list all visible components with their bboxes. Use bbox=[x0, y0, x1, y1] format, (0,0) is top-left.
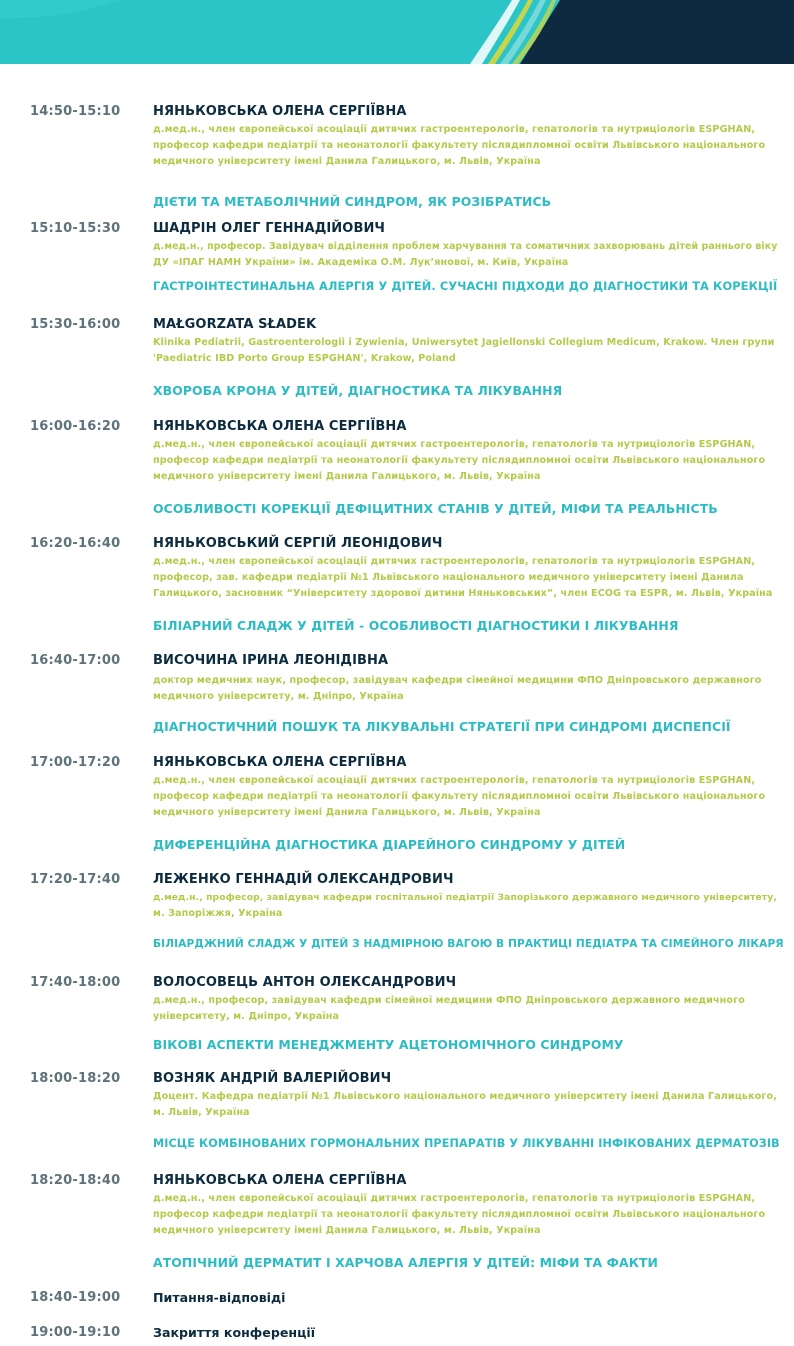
session-time: 14:50-15:10 bbox=[30, 104, 121, 119]
credentials-line: д.мед.н., професор, завідувач кафедри госпітальної педіатрії Запорізького державного медичного університету, bbox=[153, 892, 777, 903]
talk-topic: ГАСТРОІНТЕСТИНАЛЬНА АЛЕРГІЯ У ДІТЕЙ. СУЧАСНІ ПІДХОДИ ДО ДІАГНОСТИКИ ТА КОРЕКЦІЇ bbox=[153, 279, 778, 293]
talk-topic: ДІАГНОСТИЧНИЙ ПОШУК ТА ЛІКУВАЛЬНІ СТРАТЕГІЇ ПРИ СИНДРОМІ ДИСПЕПСІЇ bbox=[153, 719, 731, 734]
session-time: 15:10-15:30 bbox=[30, 221, 121, 236]
credentials-line: д.мед.н., член європейської асоціації дитячих гастроентерологів, гепатологів та нутриціологів ESPGHAN, bbox=[153, 775, 756, 786]
credentials-line: професор, зав. кафедри педіатрії №1 Львівського національного медичного університету імені Данила bbox=[153, 572, 744, 583]
credentials-line: професор кафедри педіатрії та неонатології факультету післядипломної освіти Львівського національного bbox=[153, 140, 766, 151]
speaker-credentials bbox=[153, 993, 783, 1025]
credentials-line: медичного університету імені Данила Галицького, м. Львів, Україна bbox=[153, 1225, 541, 1236]
speaker-name: ШАДРІН ОЛЕГ ГЕННАДІЙОВИЧ bbox=[153, 221, 386, 236]
session-time: 17:40-18:00 bbox=[30, 975, 121, 990]
talk-topic: БІЛІАРДЖНИЙ СЛАДЖ У ДІТЕЙ З НАДМІРНОЮ ВАГОЮ В ПРАКТИЦІ ПЕДІАТРА ТА СІМЕЙНОГО ЛІКАРЯ bbox=[153, 938, 784, 950]
closing-label: Закриття конференції bbox=[153, 1325, 316, 1340]
speaker-credentials bbox=[153, 122, 783, 170]
credentials-line: медичного університету імені Данила Галицького, м. Львів, Україна bbox=[153, 471, 541, 482]
credentials-line: м. Львів, Україна bbox=[153, 1107, 250, 1118]
talk-topic: БІЛІАРНИЙ СЛАДЖ У ДІТЕЙ - ОСОБЛИВОСТІ ДІАГНОСТИКИ І ЛІКУВАННЯ bbox=[153, 618, 679, 633]
credentials-line: д.мед.н., член європейської асоціації дитячих гастроентерологів, гепатологів та нутриціологів ESPGHAN, bbox=[153, 124, 756, 135]
session-time: 18:00-18:20 bbox=[30, 1071, 121, 1086]
speaker-credentials bbox=[153, 239, 783, 271]
speaker-name: НЯНЬКОВСЬКИЙ СЕРГІЙ ЛЕОНІДОВИЧ bbox=[153, 536, 443, 551]
speaker-name: ЛЕЖЕНКО ГЕННАДІЙ ОЛЕКСАНДРОВИЧ bbox=[153, 872, 454, 887]
session-time: 17:20-17:40 bbox=[30, 872, 121, 887]
speaker-name: ВИСОЧИНА ІРИНА ЛЕОНІДІВНА bbox=[153, 653, 389, 668]
credentials-line: д.мед.н., професор, завідувач кафедри сімейної медицини ФПО Дніпровського державного медичного bbox=[153, 995, 745, 1006]
session-time: 18:40-19:00 bbox=[30, 1290, 121, 1305]
credentials-line: д.мед.н., професор. Завідувач відділення проблем харчування та соматичних захворювань дітей раннього віку bbox=[153, 241, 778, 252]
speaker-name: НЯНЬКОВСЬКА ОЛЕНА СЕРГІЇВНА bbox=[153, 1173, 407, 1188]
speaker-credentials bbox=[153, 890, 783, 922]
credentials-line: медичного університету імені Данила Галицького, м. Львів, Україна bbox=[153, 807, 541, 818]
page-header-banner bbox=[0, 0, 794, 64]
session-time: 17:00-17:20 bbox=[30, 755, 121, 770]
session-time: 16:20-16:40 bbox=[30, 536, 121, 551]
speaker-credentials bbox=[153, 773, 783, 821]
speaker-name: НЯНЬКОВСЬКА ОЛЕНА СЕРГІЇВНА bbox=[153, 104, 407, 119]
speaker-credentials bbox=[153, 673, 783, 705]
speaker-name: НЯНЬКОВСЬКА ОЛЕНА СЕРГІЇВНА bbox=[153, 419, 407, 434]
speaker-name: НЯНЬКОВСЬКА ОЛЕНА СЕРГІЇВНА bbox=[153, 755, 407, 770]
session-time: 18:20-18:40 bbox=[30, 1173, 121, 1188]
speaker-credentials bbox=[153, 554, 783, 602]
talk-topic: ДИФЕРЕНЦІЙНА ДІАГНОСТИКА ДІАРЕЙНОГО СИНДРОМУ У ДІТЕЙ bbox=[153, 837, 626, 852]
speaker-credentials bbox=[153, 1191, 783, 1239]
speaker-name: MAŁGORZATA SŁADEK bbox=[153, 317, 317, 332]
talk-topic: АТОПІЧНИЙ ДЕРМАТИТ І ХАРЧОВА АЛЕРГІЯ У ДІТЕЙ: МІФИ ТА ФАКТИ bbox=[153, 1255, 658, 1270]
credentials-line: університету, м. Дніпро, Україна bbox=[153, 1011, 340, 1022]
session-time: 16:40-17:00 bbox=[30, 653, 121, 668]
speaker-name: ВОЗНЯК АНДРІЙ ВАЛЕРІЙОВИЧ bbox=[153, 1071, 392, 1086]
credentials-line: д.мед.н., член європейської асоціації дитячих гастроентерологів, гепатологів та нутриціологів ESPGHAN, bbox=[153, 439, 756, 450]
credentials-line: ДУ «ІПАГ НАМН України» ім. Академіка О.М. Лук’янової, м. Київ, Україна bbox=[153, 257, 569, 268]
session-time: 19:00-19:10 bbox=[30, 1325, 121, 1340]
credentials-line: професор кафедри педіатрії та неонатології факультету післядипломної освіти Львівського національного bbox=[153, 455, 766, 466]
credentials-line: Klinika Pediatrii, Gastroenterologii i Zywienia, Uniwersytet Jagiellonski Collegium Medicum, Krakow. Член групи bbox=[153, 337, 775, 348]
speaker-name: ВОЛОСОВЕЦЬ АНТОН ОЛЕКСАНДРОВИЧ bbox=[153, 975, 457, 990]
credentials-line: д.мед.н., член європейської асоціації дитячих гастроентерологів, гепатологів та нутриціологів ESPGHAN, bbox=[153, 556, 756, 567]
credentials-line: медичного університету імені Данила Галицького, м. Львів, Україна bbox=[153, 156, 541, 167]
credentials-line: професор кафедри педіатрії та неонатології факультету післядипломної освіти Львівського національного bbox=[153, 1209, 766, 1220]
speaker-credentials bbox=[153, 437, 783, 485]
speaker-credentials bbox=[153, 335, 783, 367]
talk-topic: МІСЦЕ КОМБІНОВАНИХ ГОРМОНАЛЬНИХ ПРЕПАРАТІВ У ЛІКУВАННІ ІНФІКОВАНИХ ДЕРМАТОЗІВ bbox=[153, 1137, 780, 1150]
session-time: 16:00-16:20 bbox=[30, 419, 121, 434]
talk-topic: ВІКОВІ АСПЕКТИ МЕНЕДЖМЕНТУ АЦЕТОНОМІЧНОГО СИНДРОМУ bbox=[153, 1037, 624, 1052]
qa-label: Питання-відповіді bbox=[153, 1290, 286, 1305]
credentials-line: професор кафедри педіатрії та неонатології факультету післядипломної освіти Львівського національного bbox=[153, 791, 766, 802]
talk-topic: ХВОРОБА КРОНА У ДІТЕЙ, ДІАГНОСТИКА ТА ЛІКУВАННЯ bbox=[153, 383, 563, 398]
credentials-line: медичного університету, м. Дніпро, Україна bbox=[153, 691, 404, 702]
header-decoration bbox=[0, 0, 794, 64]
credentials-line: Галицького, засновник “Університету здорової дитини Няньковських”, член ECOG та ESPR, м. Львів, Україна bbox=[153, 588, 773, 599]
credentials-line: м. Запоріжжя, Україна bbox=[153, 908, 283, 919]
credentials-line: д.мед.н., член європейської асоціації дитячих гастроентерологів, гепатологів та нутриціологів ESPGHAN, bbox=[153, 1193, 756, 1204]
credentials-line: Доцент. Кафедра педіатрії №1 Львівського національного медичного університету імені Данила Галицького, bbox=[153, 1091, 777, 1102]
credentials-line: 'Paediatric IBD Porto Group ESPGHAN', Krakow, Poland bbox=[153, 353, 456, 364]
talk-topic: ОСОБЛИВОСТІ КОРЕКЦІЇ ДЕФІЦИТНИХ СТАНІВ У ДІТЕЙ, МІФИ ТА РЕАЛЬНІСТЬ bbox=[153, 501, 718, 516]
credentials-line: доктор медичних наук, професор, завідувач кафедри сімейної медицини ФПО Дніпровського державного bbox=[153, 675, 762, 686]
talk-topic: ДІЄТИ ТА МЕТАБОЛІЧНИЙ СИНДРОМ, ЯК РОЗІБРАТИСЬ bbox=[153, 194, 552, 209]
session-time: 15:30-16:00 bbox=[30, 317, 121, 332]
speaker-credentials bbox=[153, 1089, 783, 1121]
